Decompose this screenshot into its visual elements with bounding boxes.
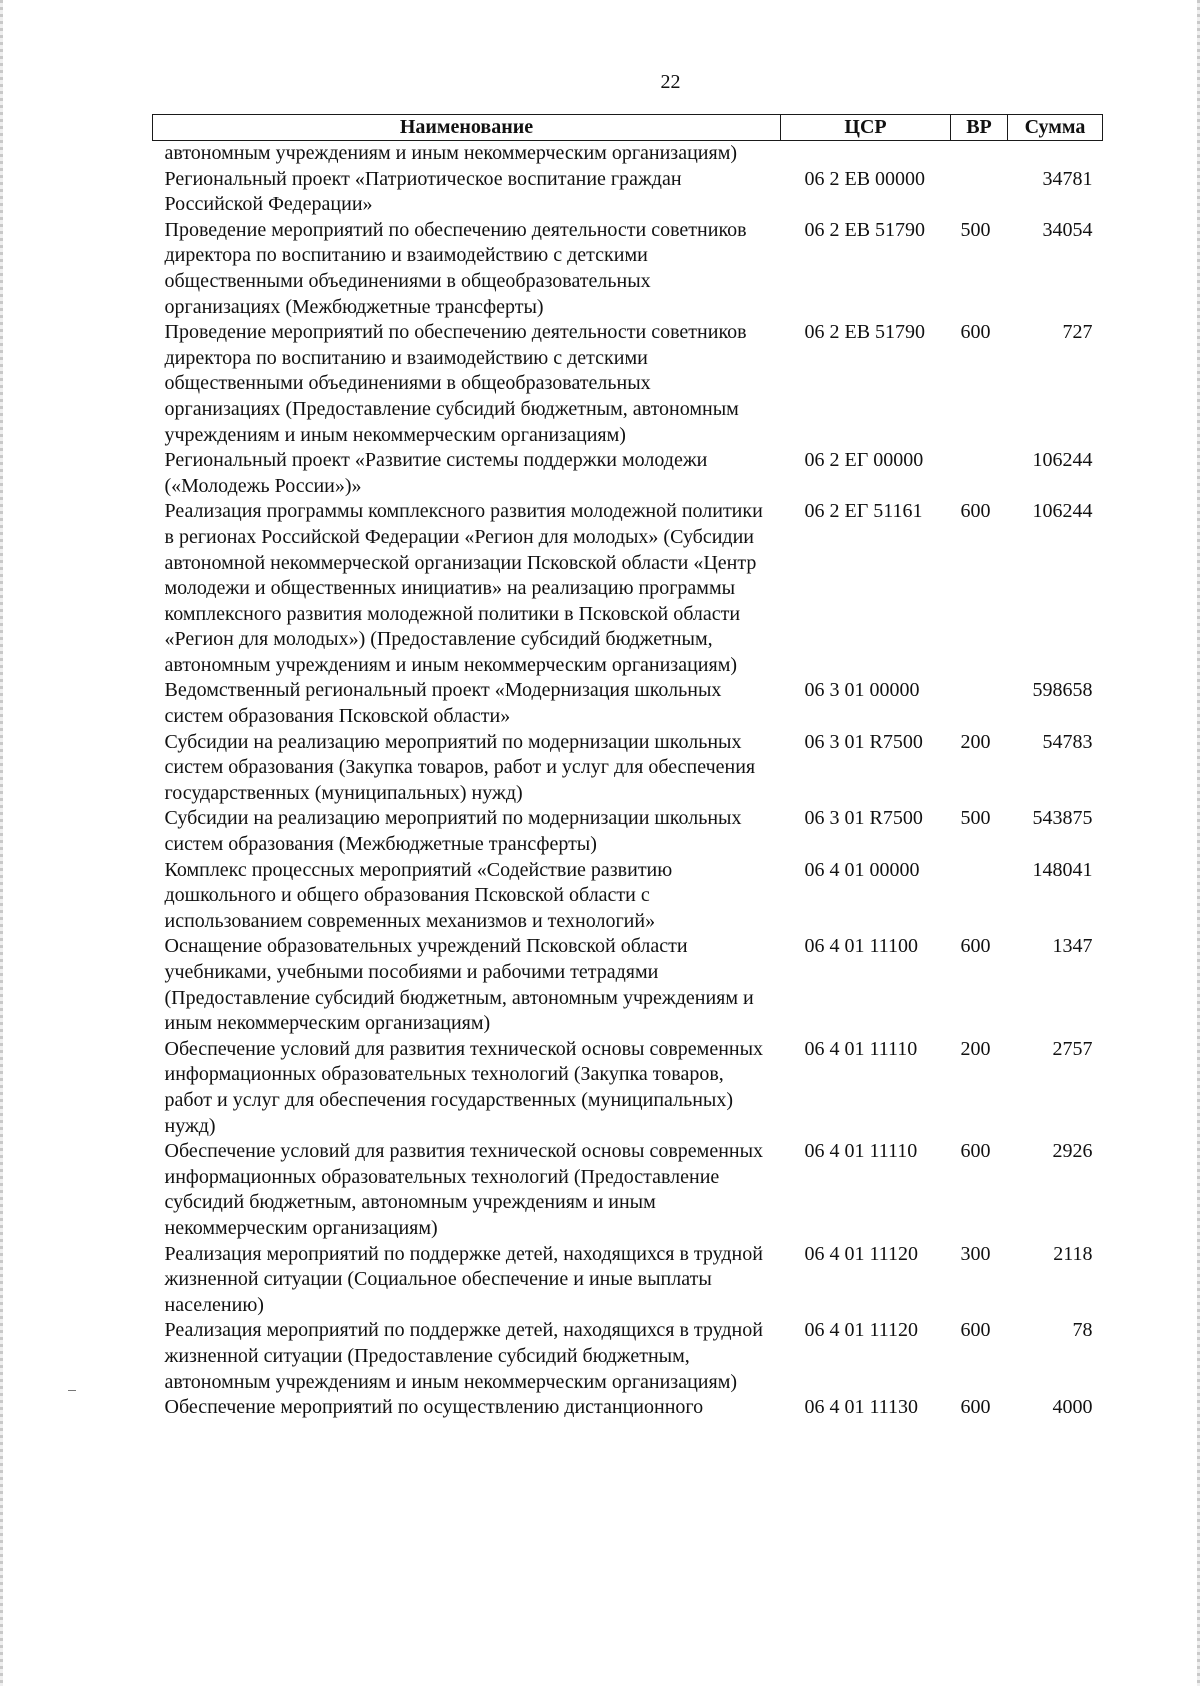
row-sum: 106244 [1032,449,1093,472]
row-csr: 06 2 ЕВ 51790 [804,218,926,241]
row-name: Оснащение образовательных учреждений Псковской области учебниками, учебными пособиями и рабочими тетрадями (Предоставление субсидий бюджетным, автономным учреждениям и иным некоммерческим организациям) [164,935,754,1035]
table-row [153,1037,1103,1139]
table-row [153,730,1103,807]
row-csr: 06 2 ЕГ 00000 [804,449,924,472]
header-sum: Сумма [1008,115,1103,141]
table-body [153,141,1103,1421]
row-sum: 106244 [1032,500,1093,523]
row-vr: 500 [960,807,991,830]
row-vr: 200 [960,1037,991,1060]
table-row [153,499,1103,678]
row-sum: 34781 [1042,167,1093,190]
row-name: Обеспечение мероприятий по осуществлению дистанционного [164,1396,704,1419]
row-name: Комплекс процессных мероприятий «Содействие развитию дошкольного и общего образования Псковской области с использованием современных механизмов и технологий» [164,858,673,932]
row-sum [1008,141,1103,167]
row-sum: 34054 [1042,218,1093,241]
row-vr [951,167,1008,218]
page-number: 22 [660,71,681,93]
table-row [153,678,1103,729]
row-csr: 06 2 ЕГ 51161 [804,500,923,523]
table-row [153,806,1103,857]
row-vr [951,858,1008,935]
row-sum: 727 [1062,321,1093,344]
row-csr: 06 4 01 11110 [804,1037,918,1060]
row-csr: 06 4 01 11100 [804,935,919,958]
header-csr: ЦСР [781,115,951,141]
budget-table [152,114,1103,1421]
table-row [153,1318,1103,1395]
row-vr: 300 [960,1242,991,1265]
header-vr: ВР [951,115,1008,141]
row-name: Обеспечение условий для развития технической основы современных информационных образовательных технологий (Предоставление субсидий бюджетным, автономным учреждениям и иным некоммерческим организациям) [164,1140,764,1239]
row-sum: 2926 [1052,1140,1093,1163]
row-vr [951,678,1008,729]
table-header [153,115,1103,141]
table-row [153,167,1103,218]
row-csr: 06 4 01 11120 [804,1319,919,1342]
row-sum: 4000 [1052,1396,1093,1419]
table-row [153,1242,1103,1319]
row-name: Реализация программы комплексного развития молодежной политики в регионах Российской Федерации «Регион для молодых» (Субсидии автономной некоммерческой организации Псковской области «Центр молодежи и общественных инициатив» на реализацию программы комплексного развития молодежной политики в Псковской области «Регион для молодых») (Предоставление субсидий бюджетным, автономным учреждениям и иным некоммерческим организациям) [164,500,763,676]
table-row [153,1139,1103,1241]
row-sum: 2118 [1053,1242,1093,1265]
row-csr: 06 2 ЕВ 00000 [804,167,926,190]
row-csr: 06 4 01 11110 [804,1140,918,1163]
row-name: Региональный проект «Развитие системы поддержки молодежи («Молодежь России»)» [164,449,708,497]
table-row [153,141,1103,167]
row-vr: 600 [960,1396,991,1419]
table-row [153,1395,1103,1421]
row-sum: 78 [1072,1319,1093,1342]
row-csr [781,141,951,167]
row-sum: 148041 [1032,858,1093,881]
row-csr: 06 3 01 R7500 [804,807,923,830]
row-sum: 54783 [1042,730,1093,753]
row-sum: 543875 [1032,807,1093,830]
row-vr [951,141,1008,167]
row-sum: 2757 [1052,1037,1093,1060]
header-row [153,115,1103,141]
scan-edge-left [0,0,3,1686]
row-name: Региональный проект «Патриотическое воспитание граждан Российской Федерации» [164,167,682,216]
row-name: Проведение мероприятий по обеспечению деятельности советников директора по воспитанию и взаимодействию с детскими общественными объединениями в общеобразовательных организациях (Предоставление субсидий бюджетным, автономным учреждениям и иным некоммерческим организациям) [164,321,747,446]
row-name: автономным учреждениям и иным некоммерческим организациям) [164,142,738,164]
table-row [153,858,1103,935]
header-name: Наименование [153,115,781,141]
row-csr: 06 4 01 00000 [804,858,920,881]
row-name: Субсидии на реализацию мероприятий по модернизации школьных систем образования (Закупка товаров, работ и услуг для обеспечения государственных (муниципальных) нужд) [164,730,756,804]
table-row [153,320,1103,448]
row-name: Ведомственный региональный проект «Модернизация школьных систем образования Псковской области» [164,679,722,728]
row-vr: 500 [960,218,991,241]
row-csr: 06 3 01 00000 [804,679,920,702]
row-csr: 06 4 01 11120 [804,1242,919,1265]
row-name: Реализация мероприятий по поддержке детей, находящихся в трудной жизненной ситуации (Предоставление субсидий бюджетным, автономным учреждениям и иным некоммерческим организациям) [164,1319,763,1393]
row-vr: 600 [960,321,991,344]
row-sum: 1347 [1052,935,1093,958]
margin-mark [68,1390,76,1391]
row-name: Субсидии на реализацию мероприятий по модернизации школьных систем образования (Межбюджетные трансферты) [164,807,742,856]
row-csr: 06 2 ЕВ 51790 [804,321,926,344]
row-name: Проведение мероприятий по обеспечению деятельности советников директора по воспитанию и взаимодействию с детскими общественными объединениями в общеобразовательных организациях (Межбюджетные трансферты) [164,218,747,318]
row-name: Обеспечение условий для развития технической основы современных информационных образовательных технологий (Закупка товаров, работ и услуг для обеспечения государственных (муниципальных) нужд) [164,1037,764,1137]
row-csr: 06 4 01 11130 [804,1396,919,1419]
row-name: Реализация мероприятий по поддержке детей, находящихся в трудной жизненной ситуации (Социальное обеспечение и иные выплаты населению) [164,1242,763,1316]
table-row [153,934,1103,1036]
row-vr: 600 [960,935,991,958]
row-vr [951,448,1008,499]
row-csr: 06 3 01 R7500 [804,730,923,753]
row-vr: 600 [960,1140,991,1163]
table-row [153,448,1103,499]
row-vr: 600 [960,1319,991,1342]
row-sum: 598658 [1032,679,1093,702]
table-row [153,218,1103,320]
row-vr: 200 [960,730,991,753]
row-vr: 600 [960,500,991,523]
